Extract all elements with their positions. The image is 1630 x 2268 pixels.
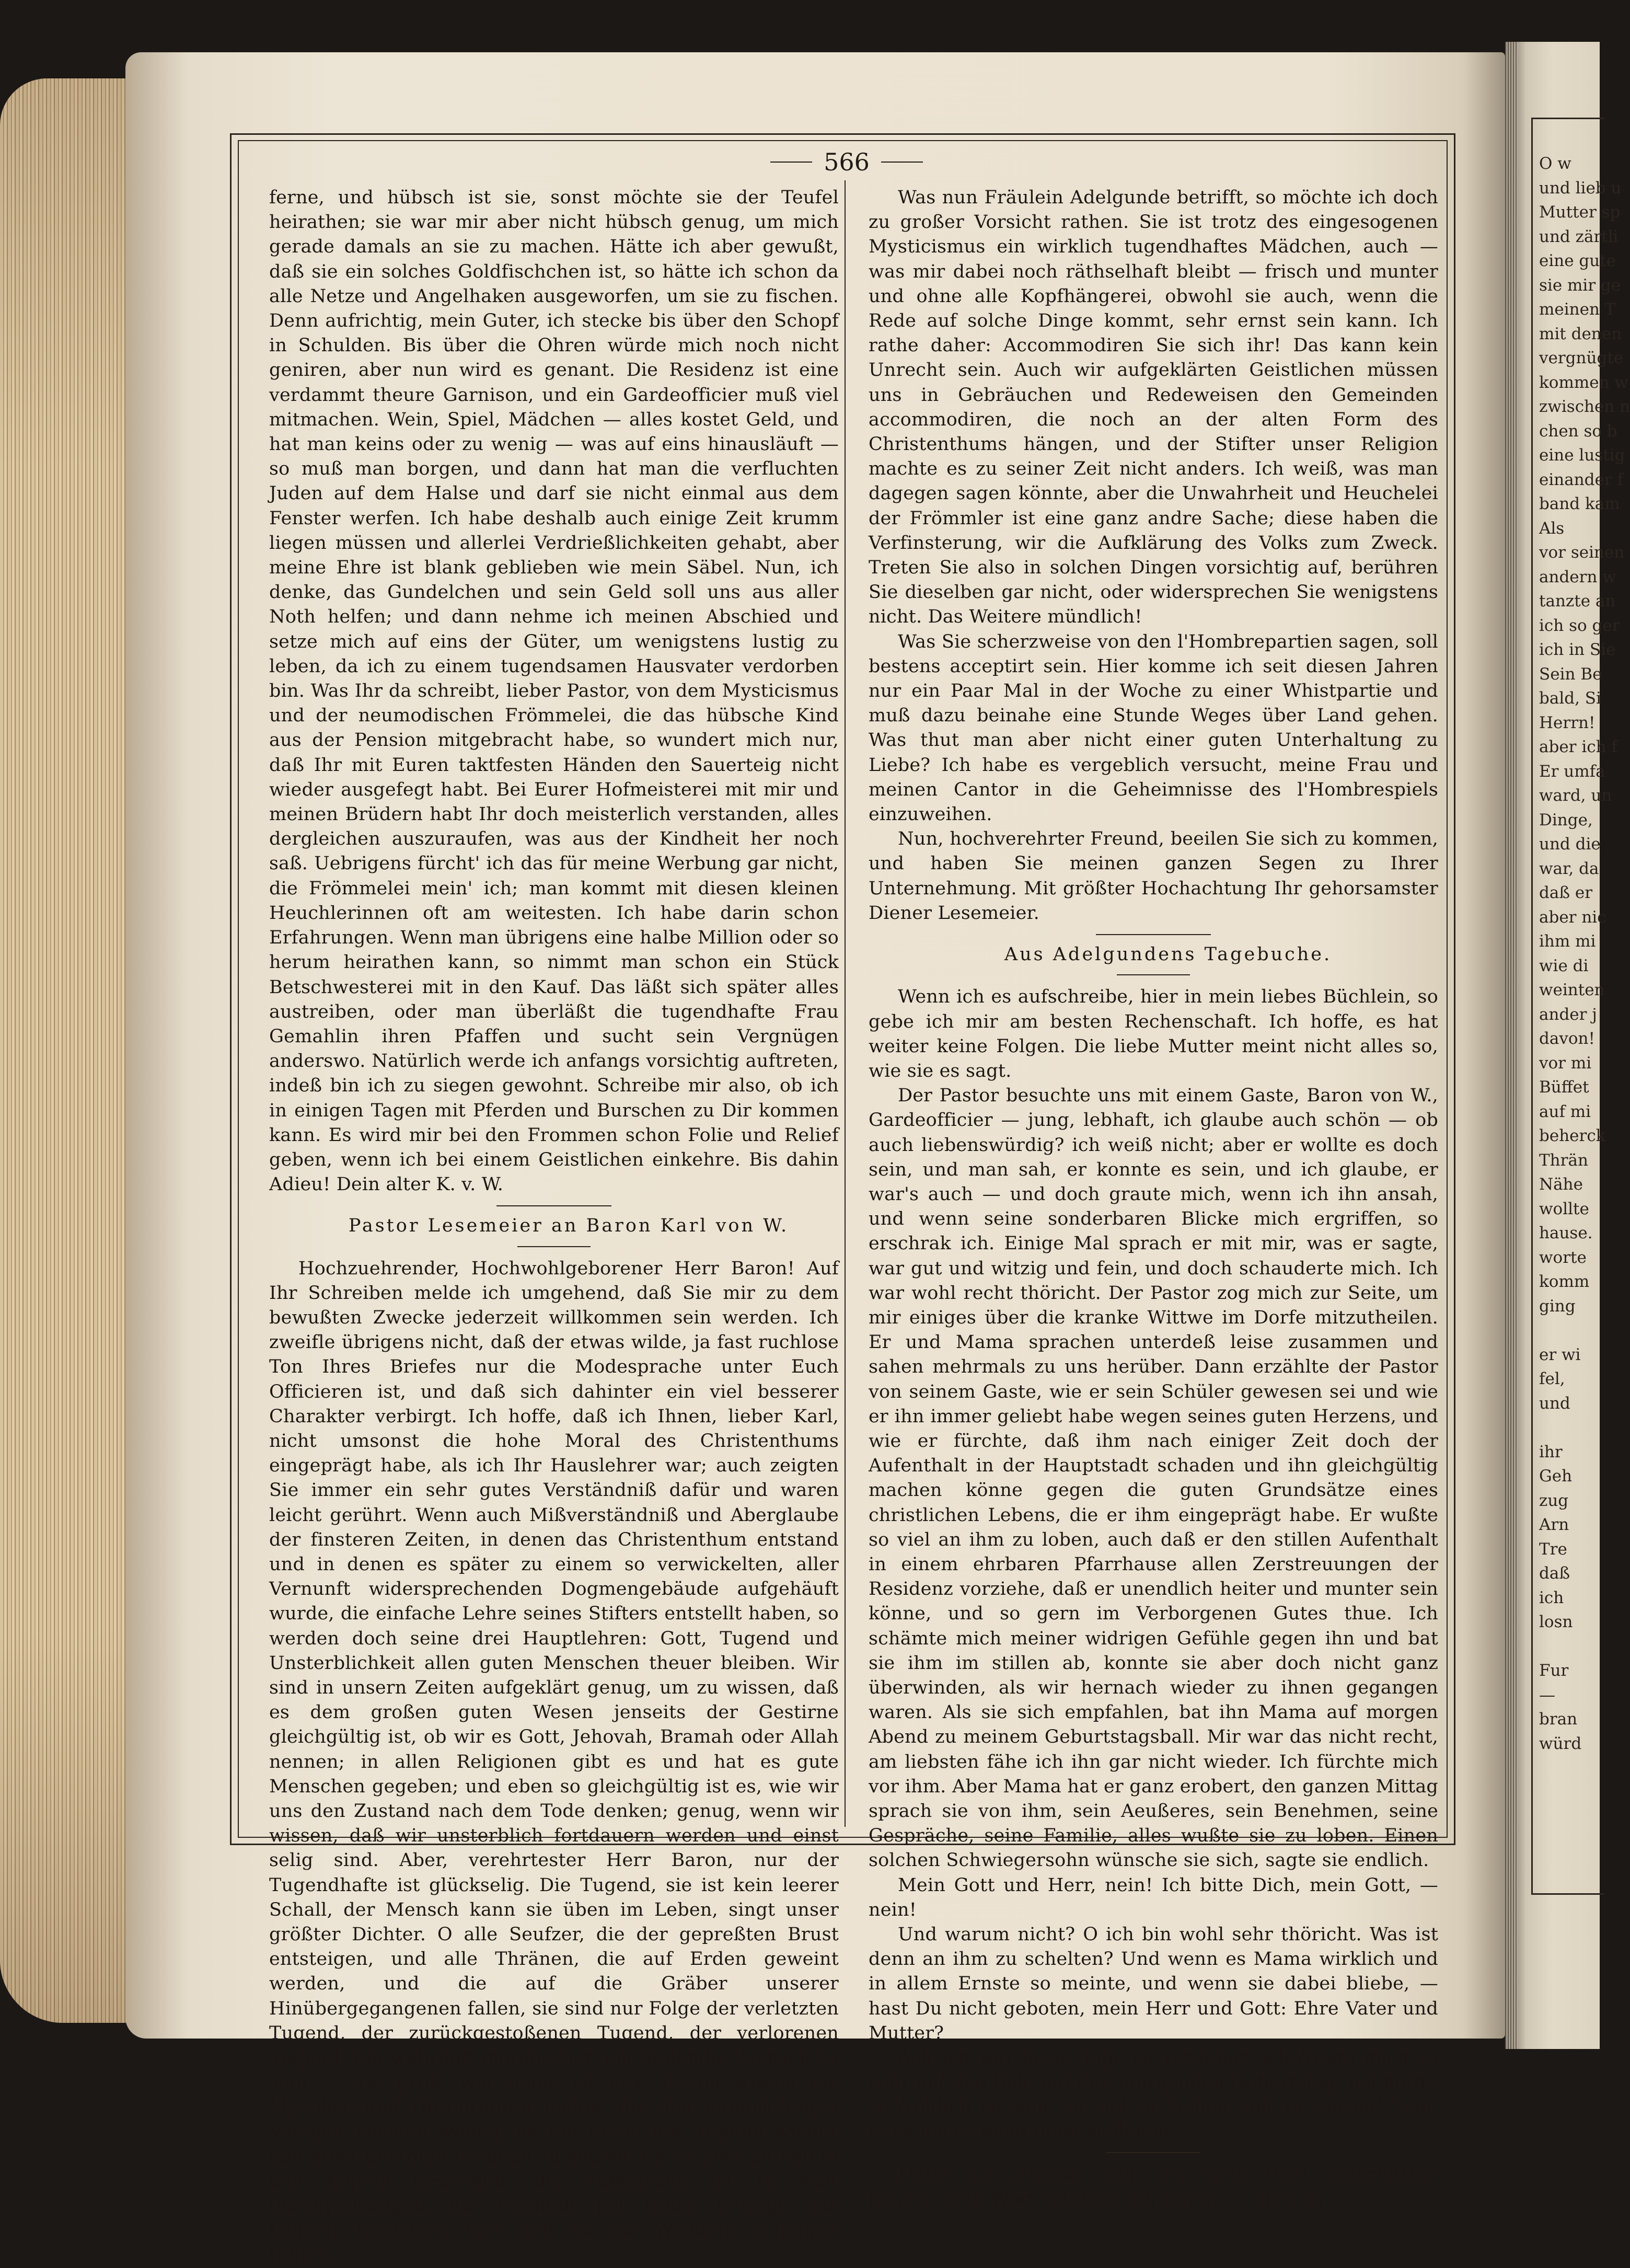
next-page-line: mit denen <box>1539 324 1622 343</box>
next-page-line: einander f <box>1539 470 1624 489</box>
diary-paragraph: Mein Gott und Herr, nein! Ich bitte Dich, mein Gott, — nein! <box>869 1874 1438 1920</box>
next-page-line: Mutter sp <box>1539 203 1621 222</box>
next-page-line: andern w <box>1539 567 1616 586</box>
next-page-line: Fur <box>1539 1661 1569 1680</box>
next-page-line: — <box>1539 1685 1555 1705</box>
next-page-line: Nähe <box>1539 1175 1583 1194</box>
next-page-line: beherck <box>1539 1126 1606 1145</box>
next-page-line: aber nic <box>1539 907 1606 927</box>
next-page-line: Büffet <box>1539 1078 1589 1097</box>
next-page-line: würd <box>1539 1734 1582 1753</box>
next-page-line: Als <box>1539 519 1565 538</box>
next-page-line: ich so ger <box>1539 616 1620 635</box>
next-page-line <box>1539 1634 1600 1659</box>
next-page-line: hause. <box>1539 1224 1593 1242</box>
section-rule <box>1106 2152 1200 2153</box>
letter-end-paragraph: ferne, und hübsch ist sie, sonst möchte sie der Teufel heirathen; sie war mir aber nicht hübsch genug, um mich gerade damals an sie zu machen. Hätte ich aber gewußt, daß sie ein solches Goldfischchen ist, so hätte ich schon da alle Netze und Angelhaken ausgeworfen, um sie zu fischen. Denn aufrichtig, mein Guter, ich stecke bis über den Schopf in Schulden. Bis über die Ohren würde mich noch nicht geniren, aber nun wird es genant. Die Residenz ist eine verdammt theure Garnison, und ein Gardeofficier muß viel mitmachen. Wein, Spiel, Mädchen — alles kostet Geld, und hat man keins oder zu wenig — was auf eins hinausläuft — so muß man borgen, und dann hat man die verfluchten Juden auf dem Halse und darf sie nicht einmal aus dem Fenster werfen. Ich habe deshalb auch einige Zeit krumm liegen müssen und allerlei Verdrießlichkeiten gehabt, aber meine Ehre ist blank geblieben wie mein Säbel. Nun, ich denke, das Gundelchen und sein Geld soll uns aus aller Noth helfen; und dann nehme ich meinen Abschied und setze mich auf eins der Güter, um wenigstens lustig zu leben, da ich zu einem tugendsamen Hausvater verdorben bin. Was Ihr da schreibt, lieber Pastor, von dem Mysticismus und der neumodischen Frömmelei, die das hübsche Kind aus der Pension mitgebracht habe, so wundert mich nur, daß Ihr mit Euren taktfesten Händen den Sauerteig nicht wieder ausgefegt habt. Bei Eurer Hofmeisterei mit mir und meinen Brüdern habt Ihr doch meisterlich verstanden, alles dergleichen auszuraufen, was aus der Kindheit her noch saß. Uebrigens fürcht' ich das für meine Werbung gar nicht, die Frömmelei mein' ich; man kommt mit diesen kleinen Heuchlerinnen oft am weitesten. Ich habe darin schon Erfahrungen. Wenn man übrigens eine halbe Million oder so herum heirathen kann, so nimmt man schon ein Stück Betschwesterei mit in den Kauf. Das läßt sich später alles austreiben, oder man überläßt die tugendhafte Frau Gemahlin ihren Pfaffen und sucht sein Vergnügen anderswo. Natürlich werde ich anfangs vorsichtig auftreten, indeß bin ich zu siegen gewohnt. Schreibe mir also, ob ich in einigen Tagen mit Pferden und Burschen zu Dir kommen kann. Es wird mir bei den Frommen schon Folie und Relief geben, wenn ich bei einem Geistlichen einkehre. Bis dahin Adieu! Dein alter K. v. W. <box>269 187 839 1195</box>
section-title-diary: Aus Adelgundens Tagebuche. <box>1004 944 1332 965</box>
diary-paragraph: Und warum nicht? O ich bin wohl sehr thöricht. Was ist denn an ihm zu schelten? Und wenn es Mama wirklich und in allem Ernste so meinte, und wenn sie dabei bliebe, — hast Du nicht geboten, mein Herr und Gott: Ehre Vater und Mutter? <box>869 1924 1438 2044</box>
next-page-line: Herrn! <box>1539 713 1596 732</box>
next-page-line: komm <box>1539 1272 1590 1291</box>
next-page-line: Thrän <box>1539 1150 1588 1170</box>
next-page-line: ward, un <box>1539 786 1612 805</box>
diary-paragraph: Ach ich war diese Tage so vergnügt, ich freute mich so sehr auf den Ball, auf den morgenden Geburtstag, ich hoffte so fröhlich zu sein, so viel zu lachen und zu tanzen! Nun, kann ich es nicht doch vielleicht? <box>869 2047 1438 2143</box>
next-page-line <box>1539 1415 1600 1440</box>
next-page-line: zug <box>1539 1491 1569 1510</box>
header-rule-left <box>770 162 812 163</box>
next-page-line: wie di <box>1539 956 1589 975</box>
next-page-line: bran <box>1539 1710 1578 1729</box>
next-page-line: und <box>1539 1394 1570 1413</box>
next-page-line: ich in Sie <box>1539 640 1616 659</box>
book-gutter-edges <box>1505 42 1518 2049</box>
next-page-line: ander j <box>1539 1005 1597 1024</box>
next-page-line: weinten <box>1539 981 1605 999</box>
next-page-line: und zärtli <box>1539 227 1619 246</box>
next-page-line: ging <box>1539 1296 1576 1316</box>
next-page-line: Arn <box>1539 1515 1569 1534</box>
section-rule <box>1117 974 1190 975</box>
section-rule <box>517 1246 591 1247</box>
next-page-line: zwischen n <box>1539 397 1630 416</box>
next-page-line: fel, <box>1539 1369 1565 1388</box>
next-page-line: wollte <box>1539 1199 1589 1218</box>
next-page-line: vergnügte <box>1539 349 1624 367</box>
letter-paragraph: Was Sie scherzweise von den l'Hombrepartien sagen, soll bestens acceptirt sein. Hier komme ich seit diesen Jahren nur ein Paar Mal in der Woche zu einer Whistpartie und muß dazu beinahe eine Stunde Weges über Land gehen. Was thut man aber nicht einer guten Unterhaltung zu Liebe? Ich habe es vergeblich versucht, meine Frau und meinen Cantor in die Geheimnisse des l'Hombrespiels einzuweihen. <box>869 631 1438 825</box>
next-page-line: vor mi <box>1539 1053 1592 1073</box>
column-divider <box>845 180 846 1827</box>
next-page-line: tanzte an <box>1539 592 1616 611</box>
next-page-line: kommen w <box>1539 373 1628 392</box>
next-page-line: chen so b <box>1539 421 1617 441</box>
diary-paragraph: Wenn ich es aufschreibe, hier in mein liebes Büchlein, so gebe ich mir am besten Rechenschaft. Ich hoffe, es hat weiter keine Folgen. Die liebe Mutter meint nicht alles so, wie sie es sagt. <box>869 986 1438 1081</box>
letter-paragraph: Was nun Fräulein Adelgunde betrifft, so möchte ich doch zu großer Vorsicht rathen. Sie ist trotz des eingesogenen Mysticismus ein wirklich tugendhaftes Mädchen, auch — was mir dabei noch räthselhaft bleibt — frisch und munter und ohne alle Kopfhängerei, obwohl sie auch, wenn die Rede auf solche Dinge kommt, sehr ernst sein kann. Ich rathe daher: Accommodiren Sie sich ihr! Das kann kein Unrecht sein. Auch wir aufgeklärten Geistlichen müssen uns in Gebräuchen und Redeweisen den Gemeinden accommodiren, die noch an der alten Form des Christenthums hängen, und der Stifter unser Religion machte es zu seiner Zeit nicht anders. Ich weiß, was man dagegen sagen könnte, aber die Unwahrheit und Heuchelei der Frömmler ist eine ganz andre Sache; diese haben die Verfinsterung, wir die Aufklärung des Volks zum Zweck. Treten Sie also in solchen Dingen vorsichtig auf, berühren Sie dieselben gar nicht, oder widersprechen Sie wenigstens nicht. Das Weitere mündlich! <box>869 187 1438 628</box>
diary-closing: Hätte ich jemand, dem ich mein Herz ausschütten könnte, kein Wort schriebe ich davon, — aber so — <box>869 2163 1438 2210</box>
next-page-line: davon! <box>1539 1029 1595 1048</box>
next-page-line: Tre <box>1539 1539 1567 1559</box>
right-column <box>869 186 1438 2212</box>
next-page-line: aber ich f <box>1539 738 1617 756</box>
next-page-line: ich <box>1539 1588 1564 1607</box>
section-rule <box>1096 934 1211 935</box>
next-page-line: daß er <box>1539 883 1593 902</box>
next-page-line: daß <box>1539 1564 1570 1583</box>
section-title-pastor-letter: Pastor Lesemeier an Baron Karl von W. <box>348 1215 789 1237</box>
next-page-line: losn <box>1539 1613 1573 1631</box>
next-page-line: auf mi <box>1539 1102 1591 1121</box>
next-page-line: O w <box>1539 154 1571 173</box>
next-page-line: war, da <box>1539 859 1599 878</box>
next-page-text <box>1539 152 1630 1756</box>
next-page-line: und die <box>1539 835 1601 854</box>
next-page-line: Sein Be <box>1539 664 1602 684</box>
next-page-line: Geh <box>1539 1467 1573 1486</box>
next-page-line: eine lustig <box>1539 446 1625 465</box>
next-page-line: worte <box>1539 1248 1587 1267</box>
letter-signature: Nun, hochverehrter Freund, beeilen Sie sich zu kommen, und haben Sie meinen ganzen Segen zu Ihrer Unternehmung. Mit größter Hochachtung Ihr gehorsamster Diener Lesemeier. <box>869 828 1438 924</box>
section-rule <box>496 1205 611 1206</box>
page-number: 566 <box>824 148 870 176</box>
next-page-line: sie mir ge <box>1539 275 1621 295</box>
next-page-line: er wi <box>1539 1345 1581 1364</box>
next-page-line: band kam <box>1539 494 1620 513</box>
next-page-line: und lieb u <box>1539 178 1622 198</box>
next-page-line: vor seinen <box>1539 543 1625 562</box>
left-column <box>269 186 839 2268</box>
next-page-line: ihm mi <box>1539 932 1596 951</box>
pastor-letter-paragraph: Hochzuehrender, Hochwohlgeborener Herr Baron! Auf Ihr Schreiben melde ich umgehend, daß Sie mir zu dem bewußten Zwecke jederzeit willkommen sein werden. Ich zweifle übrigens nicht, daß der etwas wilde, ja fast ruchlose Ton Ihres Briefes nur die Modesprache unter Euch Officieren ist, und daß sich dahinter ein viel besserer Charakter verbirgt. Ich hoffe, daß ich Ihnen, lieber Karl, nicht umsonst die hohe Moral des Christenthums eingeprägt habe, als ich Ihr Hauslehrer war; auch zeigten Sie immer ein sehr gutes Verständniß dafür und waren leicht gerührt. Wenn auch Mißverständniß und Aberglaube der finsteren Zeiten, in denen das Christenthum entstand und in denen es später zu einem so verwickelten, aller Vernunft widersprechenden Dogmengebäude aufgehäuft wurde, die einfache Lehre seines Stifters entstellt haben, so werden doch seine drei Hauptlehren: Gott, Tugend und Unsterblichkeit allen guten Menschen theuer bleiben. Wir sind in unsern Zeiten aufgeklärt genug, um zu wissen, daß es dem großen guten Wesen jenseits der Gestirne gleichgültig ist, ob wir es Gott, Jehovah, Bramah oder Allah nennen; in allen Religionen gibt es und hat es gute Menschen gegeben; und eben so gleichgültig ist es, wie wir uns den Zustand nach dem Tode denken; genug, wenn wir wissen, daß wir unsterblich fortdauern werden und einst selig sind. Aber, verehrtester Herr Baron, nur der Tugendhafte ist glückselig. Die Tugend, sie ist kein leerer Schall, der Mensch kann sie üben im Leben, singt unser größter Dichter. O alle Seufzer, die der gepreßten Brust entsteigen, und alle Thränen, die auf Erden geweint werden, und die auf die Gräber unserer Hinübergegangenen fallen, sie sind nur Folge der verletzten Tugend, der zurückgestoßenen Tugend, der verlorenen Tugend. Ein wahrhaft moralischer, ein fühlender Mensch zu sein — wie groß, wie schön ist das! Davon wissen die Mystiker und Obscuranten nichts, die den ohnmächtigen Versuch machen wollen, an die Stelle der Tugend wieder den alten dumpfen Glauben zu setzen. Es ist aber zu hell in den Köpfen geworden, die Aufklärung ist zu weit durchgedrungen, die Vernunft hat schon gesiegt. Sie können höchstens hier und da die Weiblein gefangen führen. <box>269 1258 839 2266</box>
next-page-line: eine gute <box>1539 251 1616 270</box>
next-page-line <box>1539 1318 1600 1343</box>
next-page-line: bald, Si <box>1539 689 1601 708</box>
page-header <box>763 144 930 180</box>
next-page-line: meinen T <box>1539 300 1616 319</box>
next-page-line: ihr <box>1539 1442 1563 1461</box>
next-page-line: Dinge, <box>1539 810 1593 830</box>
next-page-line: Er umfa <box>1539 762 1605 781</box>
header-rule-right <box>881 162 923 163</box>
diary-paragraph: Der Pastor besuchte uns mit einem Gaste, Baron von W., Gardeofficier — jung, lebhaft, ich glaube auch schön — ob auch liebenswürdig? ich weiß nicht; aber er wollte es doch sein, und man sah, er konnte es sein, und ich glaube, er war's auch — und doch graute mich, wenn ich ihn ansah, und wenn seine sonderbaren Blicke mich ergriffen, so erschrak ich. Einige Mal sprach er mit mir, was er sagte, war gut und witzig und fein, und doch schauderte mich. Ich war wohl recht thöricht. Der Pastor zog mich zur Seite, um mir einiges über die kranke Wittwe im Dorfe mitzutheilen. Er und Mama sprachen unterdeß leise zusammen und sahen mehrmals zu uns herüber. Dann erzählte der Pastor von seinem Gaste, wie er sein Schüler gewesen sei und wie er ihn immer geliebt habe wegen seines guten Herzens, und wie er fürchte, daß ihm nach einiger Zeit doch der Aufenthalt in der Hauptstadt schaden und ihn gleichgültig machen könne gegen die guten Grundsätze eines christlichen Lebens, die er ihm eingeprägt habe. Er wußte so viel an ihm zu loben, auch daß er den stillen Aufenthalt in einem ehrbaren Pfarrhause allen Zerstreuungen der Residenz vorziehe, daß er unendlich heiter und munter sein könne, und so gern im Verborgenen Gutes thue. Ich schämte mich meiner widrigen Gefühle gegen ihn und bat sie ihm im stillen ab, konnte sie aber doch nicht ganz überwinden, als wir hernach wieder zu ihnen gegangen waren. Als sie sich empfahlen, bat ihn Mama auf morgen Abend zu meinem Geburtstagsball. Mir war das nicht recht, am liebsten fähe ich ihn gar nicht wieder. Ich fürchte mich vor ihm. Aber Mama hat er ganz erobert, den ganzen Mittag sprach sie von ihm, sein Aeußeres, sein Benehmen, seine Gespräche, seine Familie, alles wußte sie zu loben. Einen solchen Schwiegersohn wünsche sie sich, sagte sie endlich. <box>869 1085 1438 1871</box>
